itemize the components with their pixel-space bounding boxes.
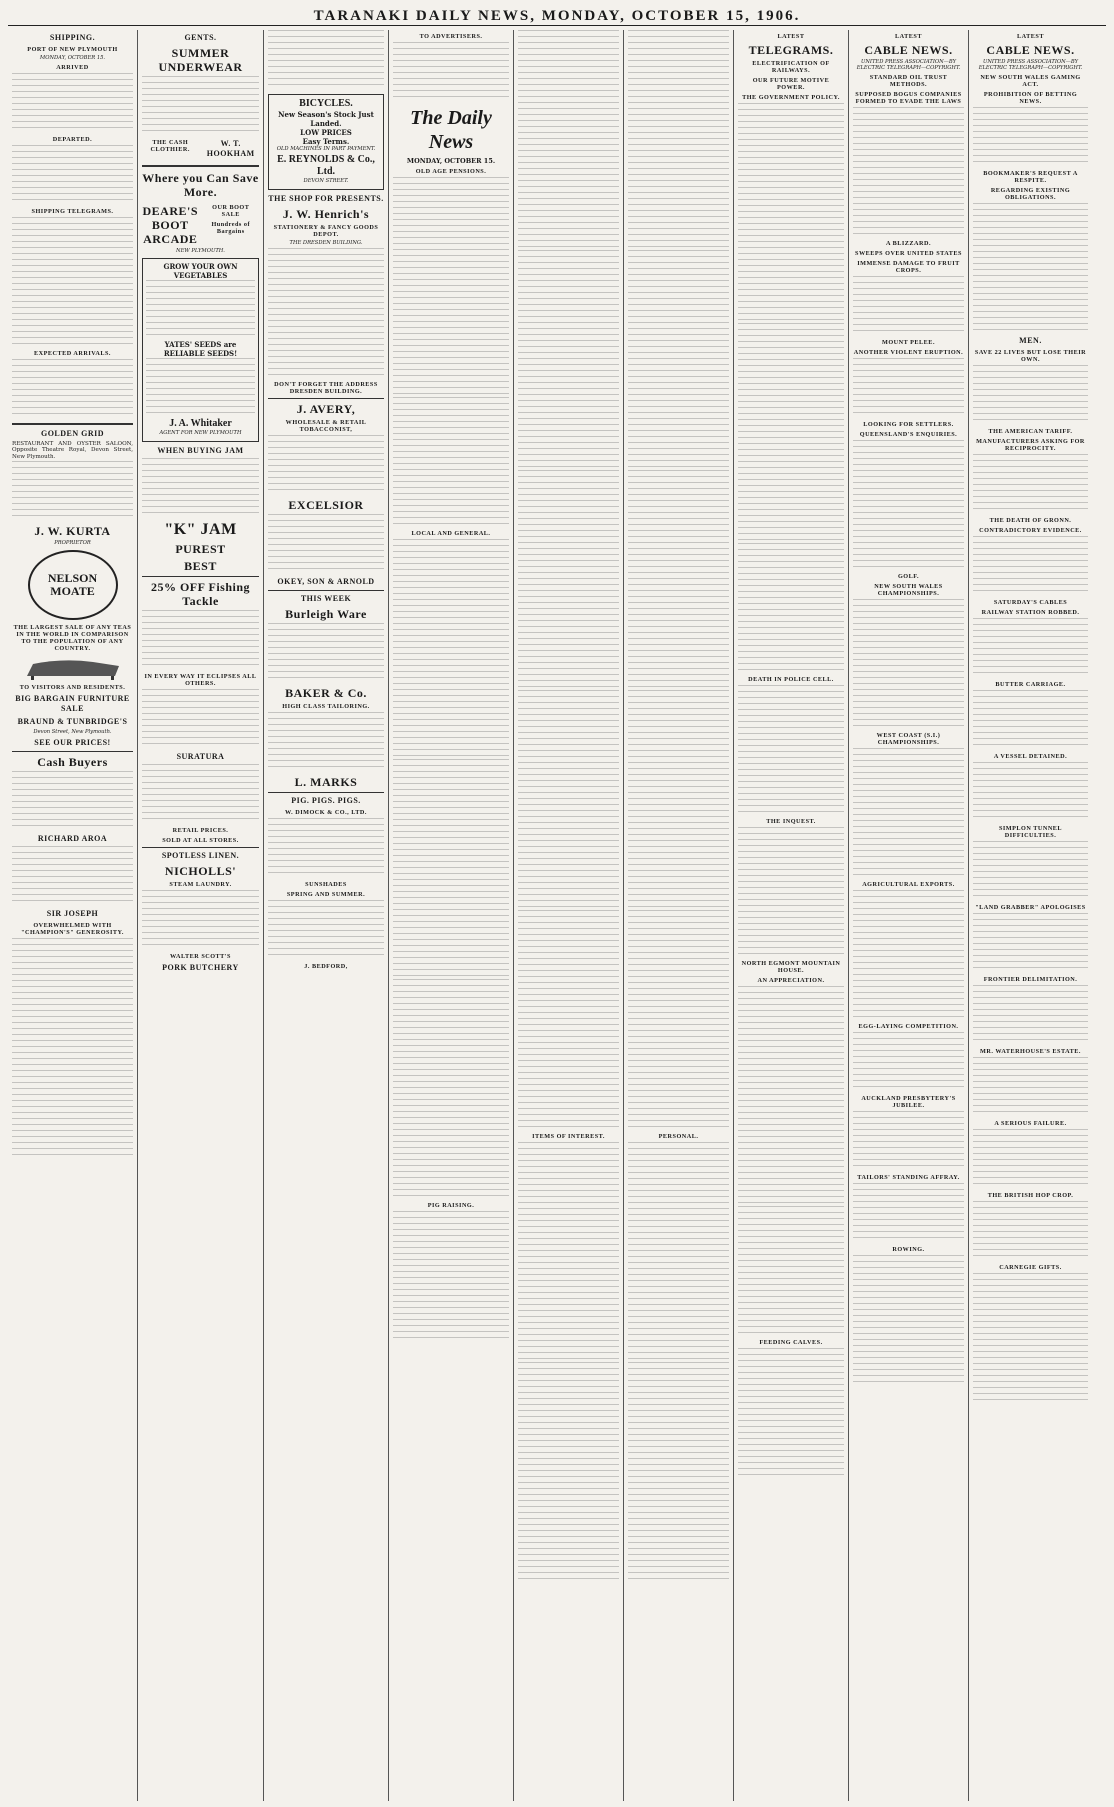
walter-scott: WALTER SCOTT'S — [170, 953, 231, 960]
land-grabber: "LAND GRABBER" APOLOGISES — [975, 904, 1086, 911]
carnegie: CARNEGIE GIFTS. — [999, 1264, 1062, 1271]
heading-shipping-telegrams: SHIPPING TELEGRAMS. — [31, 208, 114, 215]
bookmakers: BOOKMAKER'S REQUEST A RESPITE. — [983, 170, 1078, 184]
pig-pigs: PIG. PIGS. PIGS. — [291, 796, 361, 805]
death-gronn: THE DEATH OF GRONN. — [989, 517, 1072, 524]
text-block — [518, 1362, 619, 1582]
text-block — [268, 514, 384, 574]
column-9 — [969, 30, 1092, 1801]
telegrams-title: TELEGRAMS. — [748, 43, 834, 57]
avery-sub: WHOLESALE & RETAIL TOBACCONIST, — [285, 419, 367, 433]
to-advertisers: TO ADVERTISERS. — [419, 33, 483, 40]
braund-heading: BRAUND & TUNBRIDGE'S — [17, 717, 128, 727]
feeding-calves: FEEDING CALVES. — [759, 1339, 823, 1346]
text-block — [142, 689, 259, 749]
latest-label: LATEST — [895, 33, 922, 40]
sunshades: SUNSHADES — [305, 881, 347, 888]
text-block — [628, 250, 729, 470]
okey-son-arnold: OKEY, SON & ARNOLD — [277, 577, 375, 586]
text-block — [738, 685, 844, 815]
spring-summer: SPRING AND SUMMER. — [286, 891, 366, 898]
local-general: LOCAL AND GENERAL. — [411, 530, 491, 538]
text-block — [973, 536, 1088, 596]
divider — [142, 165, 259, 167]
text-block — [973, 454, 1088, 514]
american-tariff: THE AMERICAN TARIFF. — [988, 428, 1073, 435]
kurta-name: J. W. KURTA — [34, 524, 111, 539]
text-block — [973, 841, 1088, 901]
text-block — [628, 1362, 729, 1582]
when-buying-jam: WHEN BUYING JAM — [157, 446, 244, 455]
divider — [12, 751, 133, 752]
dont-forget: DON'T FORGET THE ADDRESS DRESDEN BUILDING. — [274, 381, 378, 395]
see-prices: SEE OUR PRICES! — [34, 738, 111, 748]
shop-presents: THE SHOP FOR PRESENTS. — [268, 194, 384, 203]
whitaker-sub: AGENT FOR NEW PLYMOUTH — [159, 430, 242, 436]
yates-ad — [142, 258, 259, 442]
text-block — [142, 890, 259, 950]
whitaker: J. A. Whitaker — [169, 418, 232, 429]
daily-news-title: The Daily News — [410, 107, 492, 153]
spotless-linen: SPOTLESS LINEN. — [161, 851, 240, 860]
text-block — [12, 938, 133, 1158]
text-block — [853, 440, 964, 570]
text-block — [142, 458, 259, 518]
text-block — [146, 358, 255, 418]
text-block — [853, 599, 964, 729]
editorial-date: MONDAY, OCTOBER 15. — [406, 157, 496, 165]
bedford: J. BEDFORD, — [304, 963, 348, 970]
text-block — [853, 1255, 964, 1385]
death-police-cell: DEATH IN POLICE CELL. — [748, 676, 834, 683]
rowing: ROWING. — [892, 1246, 925, 1253]
text-block — [268, 248, 384, 378]
grow-heading: GROW YOUR OWN VEGETABLES — [163, 262, 238, 280]
burleigh-ware: Burleigh Ware — [285, 607, 367, 621]
cable-sub: UNITED PRESS ASSOCIATION—BY ELECTRIC TELEGRAPH—COPYRIGHT. — [856, 59, 961, 71]
frontier: FRONTIER DELIMITATION. — [983, 976, 1078, 983]
text-block — [973, 690, 1088, 750]
deare-location: NEW PLYMOUTH. — [176, 248, 225, 254]
old-age-pensions: OLD AGE PENSIONS. — [415, 168, 487, 176]
text-block — [142, 610, 259, 670]
new-stock: New Season's Stock Just Landed. — [278, 110, 374, 128]
text-block — [142, 76, 259, 136]
text-block — [973, 618, 1088, 678]
column-1 — [8, 30, 138, 1801]
cash-buyers: Cash Buyers — [37, 755, 108, 770]
column-2 — [138, 30, 264, 1801]
gaming-act: NEW SOUTH WALES GAMING ACT. — [980, 74, 1081, 88]
bicycles: BICYCLES. — [299, 98, 353, 109]
text-block — [393, 42, 509, 102]
cable-news-title: CABLE NEWS. — [986, 43, 1075, 57]
text-block — [142, 764, 259, 824]
mount-pelee: MOUNT PELEE. — [882, 339, 935, 346]
simplon: SIMPLON TUNNEL DIFFICULTIES. — [998, 825, 1063, 839]
pork-butchery: PORK BUTCHERY — [162, 963, 239, 972]
heading-port: PORT OF NEW PLYMOUTH — [27, 46, 118, 53]
dresden: THE DRESDEN BUILDING. — [289, 240, 363, 246]
hop-crop: THE BRITISH HOP CROP. — [987, 1192, 1074, 1199]
text-block — [738, 323, 844, 543]
text-block — [12, 73, 133, 133]
personal: PERSONAL. — [658, 1133, 699, 1140]
column-3 — [264, 30, 389, 1801]
text-block — [146, 280, 255, 340]
text-block — [518, 690, 619, 910]
hookham: W. T. HOOKHAM — [206, 139, 255, 158]
text-block — [628, 30, 729, 250]
egg-laying: EGG-LAYING COMPETITION. — [858, 1023, 959, 1030]
text-block — [628, 470, 729, 690]
agricultural-exports: AGRICULTURAL EXPORTS. — [862, 881, 955, 888]
text-block — [268, 435, 384, 495]
purest: PUREST — [175, 542, 226, 556]
column-7 — [734, 30, 849, 1801]
text-block — [738, 103, 844, 323]
columns — [8, 30, 1106, 1801]
text-block — [853, 1111, 964, 1171]
masthead: TARANAKI DAILY NEWS, MONDAY, OCTOBER 15, 1906. — [8, 6, 1106, 26]
henrich: J. W. Henrich's — [282, 207, 370, 221]
avery: J. AVERY, — [296, 402, 356, 416]
text-block — [268, 623, 384, 683]
text-block — [518, 910, 619, 1130]
heading-departed: DEPARTED. — [52, 136, 93, 143]
looking-settlers: LOOKING FOR SETTLERS. — [863, 421, 954, 428]
column-4 — [389, 30, 514, 1801]
text-block — [518, 1142, 619, 1362]
text-block — [738, 827, 844, 957]
high-class: HIGH CLASS TAILORING. — [282, 703, 370, 710]
visitors-heading: TO VISITORS AND RESIDENTS. — [19, 684, 126, 692]
appreciation: AN APPRECIATION. — [757, 977, 825, 984]
items-interest: ITEMS OF INTEREST. — [532, 1133, 605, 1140]
text-block — [973, 203, 1088, 333]
text-block — [393, 759, 509, 979]
obligations: REGARDING EXISTING OBLIGATIONS. — [990, 187, 1071, 201]
cable-news-title: CABLE NEWS. — [864, 43, 953, 57]
devon-street: DEVON STREET. — [303, 178, 349, 184]
heading-grill: GOLDEN GRID — [40, 429, 105, 438]
text-block — [853, 748, 964, 878]
text-block — [518, 250, 619, 470]
bogus-companies: SUPPOSED BOGUS COMPANIES FORMED TO EVADE THE LAWS — [855, 91, 962, 105]
deare-boot-arcade: DEARE'S BOOT ARCADE — [142, 204, 198, 246]
text-block — [628, 910, 729, 1130]
text-block — [268, 712, 384, 772]
heading-shipping: SHIPPING. — [49, 33, 96, 42]
summer-heading: SUMMER UNDERWEAR — [158, 46, 243, 74]
text-block — [973, 1057, 1088, 1117]
column-5 — [514, 30, 624, 1801]
latest-label: LATEST — [1017, 33, 1044, 40]
text-block — [12, 461, 133, 521]
text-block — [518, 30, 619, 250]
dimock: W. DIMOCK & CO., LTD. — [285, 809, 367, 816]
government-policy: THE GOVERNMENT POLICY. — [742, 94, 840, 101]
henrich-sub: STATIONERY & FANCY GOODS DEPOT. — [273, 224, 379, 238]
steam-laundry: STEAM LAUNDRY. — [169, 881, 232, 888]
text-block — [738, 543, 844, 673]
where-save: Where you Can Save More. — [142, 171, 259, 199]
this-week: THIS WEEK — [300, 594, 352, 603]
retail-prices: RETAIL PRICES. — [172, 827, 229, 834]
column-6 — [624, 30, 734, 1801]
latest-label: LATEST — [777, 33, 805, 40]
tailors-affray: TAILORS' STANDING AFFRAY. — [857, 1174, 960, 1181]
bicycles-ad — [268, 94, 384, 190]
yates-heading: YATES' SEEDS are RELIABLE SEEDS! — [163, 340, 238, 358]
text-block — [393, 539, 509, 759]
sold-stores: SOLD AT ALL STORES. — [162, 837, 239, 844]
nicholls: NICHOLLS' — [164, 864, 237, 878]
oil-trust: STANDARD OIL TRUST METHODS. — [869, 74, 948, 88]
text-block — [268, 900, 384, 960]
betting-news: PROHIBITION OF BETTING NEWS. — [983, 91, 1078, 105]
heading-arrived: ARRIVED — [56, 64, 89, 71]
text-block — [12, 359, 133, 419]
text-block — [628, 1142, 729, 1362]
text-block — [853, 890, 964, 1020]
text-block — [973, 985, 1088, 1045]
nelson-sub: THE LARGEST SALE OF ANY TEAS IN THE WORLD IN COMPARISON TO THE POPULATION OF ANY COUNTRY. — [13, 624, 132, 653]
text-block — [853, 1032, 964, 1092]
cable-sub: UNITED PRESS ASSOCIATION—BY ELECTRIC TELEGRAPH—COPYRIGHT. — [978, 59, 1083, 71]
text-block — [393, 397, 509, 527]
text-block — [973, 1201, 1088, 1261]
electrification: ELECTRIFICATION OF RAILWAYS. — [752, 60, 830, 74]
text-block — [268, 30, 384, 90]
text-block — [973, 1129, 1088, 1189]
divider — [12, 423, 133, 425]
heading-expected: EXPECTED ARRIVALS. — [34, 350, 111, 357]
north-egmont: NORTH EGMONT MOUNTAIN HOUSE. — [741, 960, 841, 974]
text-block — [853, 276, 964, 336]
queensland: QUEENSLAND'S ENQUIRIES. — [859, 431, 958, 438]
west-coast: WEST COAST (S.I.) CHAMPIONSHIPS. — [876, 732, 941, 746]
serious-failure: A SERIOUS FAILURE. — [994, 1120, 1067, 1127]
text-block — [738, 1206, 844, 1336]
immense-damage: IMMENSE DAMAGE TO FRUIT CROPS. — [857, 260, 960, 274]
nelson-moate-logo: NELSON MOATE — [28, 550, 118, 620]
text-block — [853, 358, 964, 418]
text-block — [12, 217, 133, 347]
text-block — [12, 771, 133, 831]
vessel-detained: A VESSEL DETAINED. — [993, 753, 1068, 760]
golf: GOLF. — [897, 573, 919, 580]
contradictory: CONTRADICTORY EVIDENCE. — [979, 527, 1082, 534]
reciprocity: MANUFACTURERS ASKING FOR RECIPROCITY. — [976, 438, 1085, 452]
text-block — [393, 1211, 509, 1341]
blizzard: A BLIZZARD. — [885, 240, 932, 247]
old-machines: OLD MACHINES IN PART PAYMENT. — [276, 146, 376, 152]
port-date: MONDAY, OCTOBER 15. — [39, 55, 106, 61]
nsw-championships: NEW SOUTH WALES CHAMPIONSHIPS. — [874, 583, 943, 597]
waterhouse: MR. WATERHOUSE'S ESTATE. — [980, 1048, 1081, 1055]
railway-robbed: RAILWAY STATION ROBBED. — [981, 609, 1080, 616]
text-block — [393, 177, 509, 397]
text-block — [12, 145, 133, 205]
k-jam: "K" JAM — [164, 521, 237, 538]
column-8 — [849, 30, 969, 1801]
braund-sub: Devon Street, New Plymouth. — [33, 729, 112, 736]
baker: BAKER & Co. — [285, 686, 367, 700]
text-block — [12, 846, 133, 906]
grill-text: RESTAURANT AND OYSTER SALOON, Opposite Theatre Royal, Devon Street, New Plymouth. — [12, 441, 133, 460]
every-way: IN EVERY WAY IT ECLIPSES ALL OTHERS. — [144, 673, 257, 687]
fishing-tackle: 25% OFF Fishing Tackle — [150, 580, 251, 608]
men-heading: MEN. — [1019, 336, 1042, 345]
best: BEST — [184, 559, 217, 573]
low-prices: LOW PRICES — [300, 128, 352, 137]
the-inquest: THE INQUEST. — [766, 818, 816, 825]
text-block — [853, 107, 964, 237]
butter-carriage: BUTTER CARRIAGE. — [995, 681, 1066, 688]
richard-aroa: RICHARD AROA — [37, 834, 108, 844]
easy-terms: Easy Terms. — [302, 137, 350, 146]
text-block — [738, 1348, 844, 1478]
text-block — [268, 818, 384, 878]
saturday-cables: SATURDAY'S CABLES — [993, 599, 1068, 606]
cash-clothier: THE CASH CLOTHIER. — [150, 139, 190, 153]
text-block — [973, 107, 1088, 167]
boot-sale: OUR BOOT SALE — [212, 204, 250, 218]
text-block — [738, 986, 844, 1206]
champions: OVERWHELMED WITH "CHAMPION'S" GENEROSITY. — [21, 922, 124, 937]
auckland-presbytery: AUCKLAND PRESBYTERY'S JUBILEE. — [861, 1095, 956, 1109]
our-future: OUR FUTURE MOTIVE POWER. — [752, 77, 830, 91]
bargain-heading: BIG BARGAIN FURNITURE SALE — [15, 694, 130, 714]
text-block — [973, 365, 1088, 425]
gents-heading: GENTS. — [184, 33, 217, 42]
hundreds: Hundreds of Bargains — [211, 221, 251, 235]
text-block — [853, 1183, 964, 1243]
text-block — [518, 470, 619, 690]
sofa-illustration — [23, 656, 123, 680]
sir-joseph: SIR JOSEPH — [46, 909, 99, 919]
save-lives: SAVE 22 LIVES BUT LOSE THEIR OWN. — [974, 349, 1087, 363]
pig-raising: PIG RAISING. — [427, 1202, 475, 1210]
reynolds: E. REYNOLDS & Co., Ltd. — [277, 154, 375, 177]
sweeps: SWEEPS OVER UNITED STATES — [855, 250, 962, 257]
text-block — [973, 1273, 1088, 1403]
text-block — [393, 979, 509, 1199]
text-block — [628, 690, 729, 910]
violent-eruption: ANOTHER VIOLENT ERUPTION. — [853, 349, 964, 356]
suratura: SURATURA — [176, 752, 225, 761]
text-block — [973, 762, 1088, 822]
marks: L. MARKS — [294, 775, 358, 789]
excelsior: EXCELSIOR — [288, 498, 364, 512]
kurta-sub: PROPRIETOR — [54, 540, 91, 547]
text-block — [973, 913, 1088, 973]
